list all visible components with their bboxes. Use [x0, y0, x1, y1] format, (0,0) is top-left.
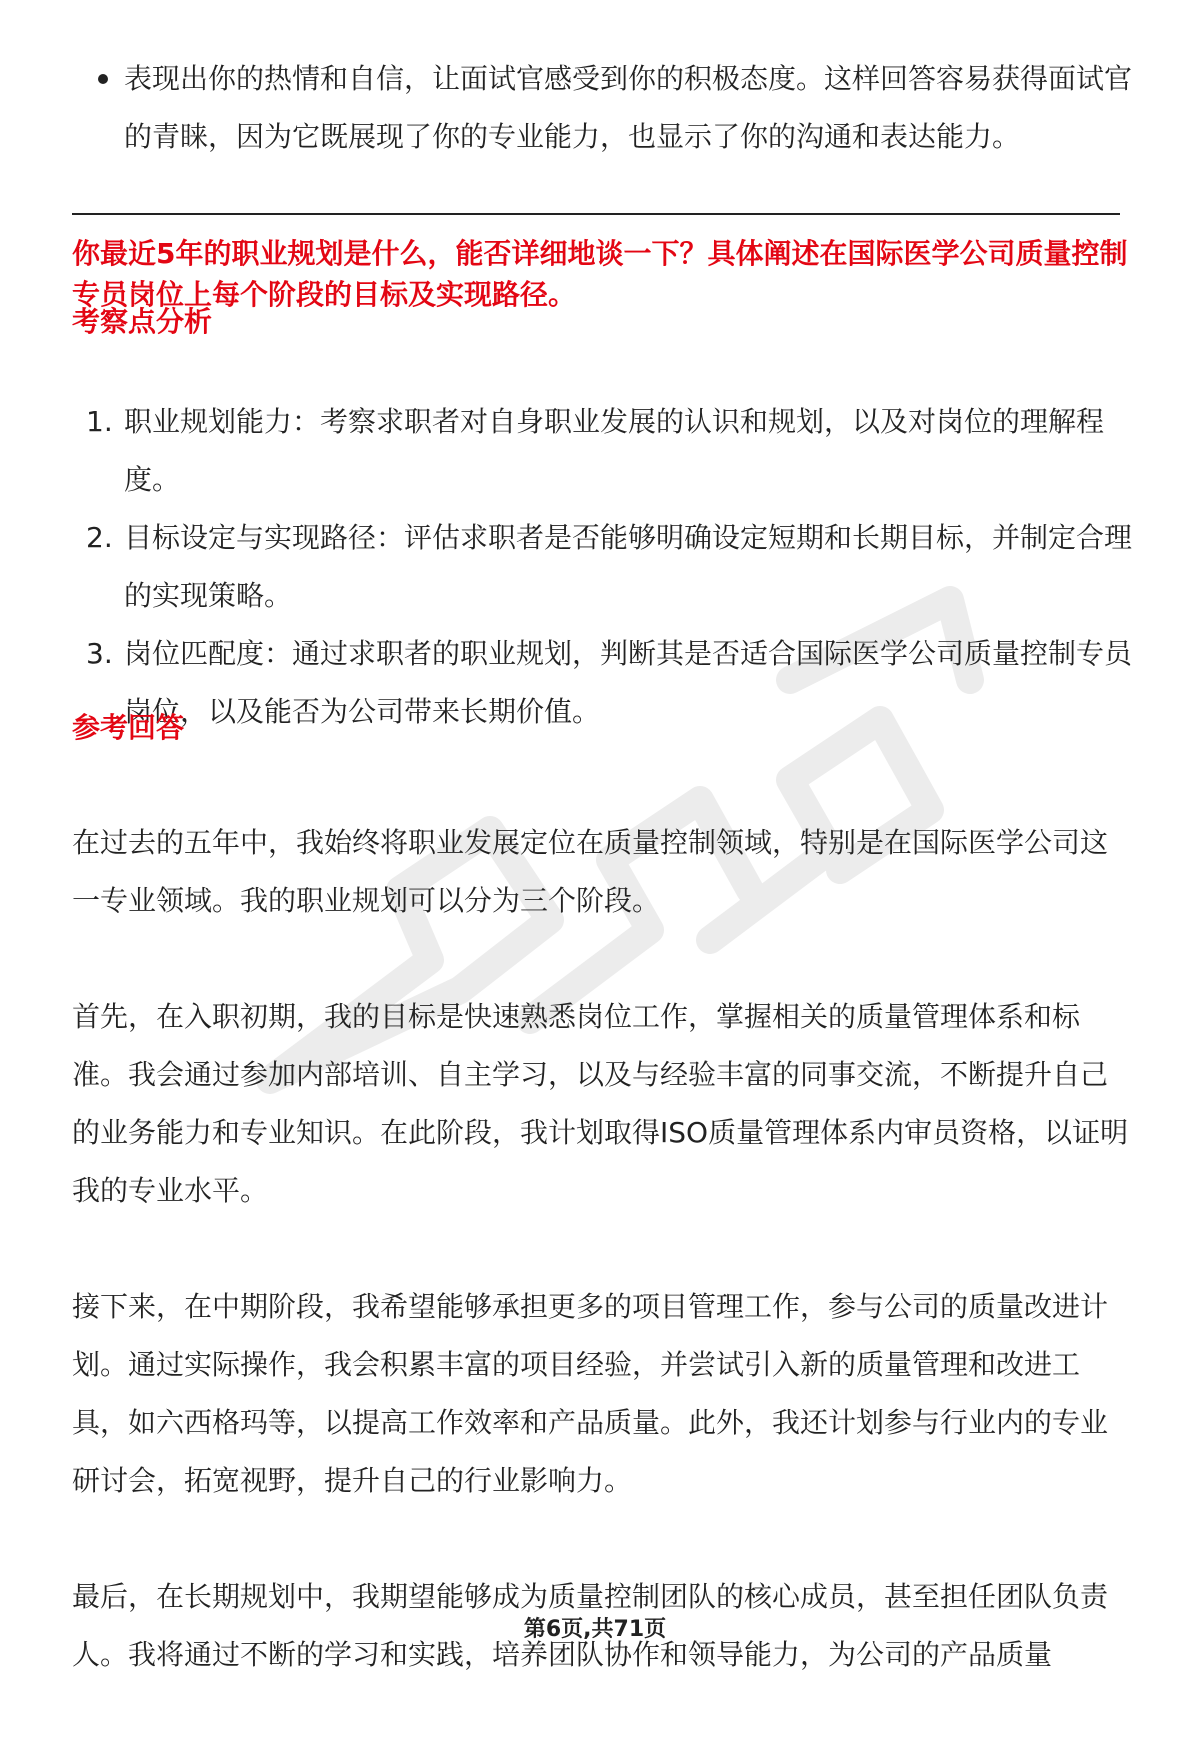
bullet-icon — [98, 74, 108, 84]
bullet-text: 表现出你的热情和自信，让面试官感受到你的积极态度。这样回答容易获得面试官的青睐，因为它既展现了你的专业能力，也显示了你的沟通和表达能力。 — [124, 62, 1133, 153]
list-item — [72, 50, 1132, 166]
list-text: 目标设定与实现路径：评估求职者是否能够明确设定短期和长期目标，并制定合理的实现策略。 — [124, 521, 1133, 612]
analysis-heading: 考察点分析 — [72, 305, 213, 338]
answer-paragraph: 首先，在入职初期，我的目标是快速熟悉岗位工作，掌握相关的质量管理体系和标准。我会通过参加内部培训、自主学习，以及与经验丰富的同事交流，不断提升自己的业务能力和专业知识。在此阶段，我计划取得ISO质量管理体系内审员资格，以证明我的专业水平。 — [72, 1000, 1129, 1207]
analysis-list — [72, 393, 1132, 741]
list-item — [72, 509, 1132, 625]
answer-body — [72, 814, 1132, 1742]
section-divider — [72, 213, 1120, 215]
list-text: 岗位匹配度：通过求职者的职业规划，判断其是否适合国际医学公司质量控制专员岗位，以及能否为公司带来长期价值。 — [124, 637, 1133, 728]
answer-paragraph: 在过去的五年中，我始终将职业发展定位在质量控制领域，特别是在国际医学公司这一专业领域。我的职业规划可以分为三个阶段。 — [72, 826, 1109, 917]
list-text: 职业规划能力：考察求职者对自身职业发展的认识和规划，以及对岗位的理解程度。 — [124, 405, 1105, 496]
list-item — [72, 625, 1132, 741]
list-number: 1. — [86, 405, 113, 438]
list-number: 2. — [86, 521, 113, 554]
answer-paragraph: 最后，在长期规划中，我期望能够成为质量控制团队的核心成员，甚至担任团队负责人。我将通过不断的学习和实践，培养团队协作和领导能力，为公司的产品质量 — [72, 1580, 1109, 1671]
list-number: 3. — [86, 637, 113, 670]
list-item — [72, 393, 1132, 509]
answer-heading: 参考回答 — [72, 711, 185, 744]
page-number: 第6页,共71页 — [523, 1617, 667, 1642]
bullet-list — [72, 50, 1132, 166]
question-title: 你最近5年的职业规划是什么，能否详细地谈一下？具体阐述在国际医学公司质量控制专员岗位上每个阶段的目标及实现路径。 — [72, 237, 1128, 311]
answer-paragraph: 接下来，在中期阶段，我希望能够承担更多的项目管理工作，参与公司的质量改进计划。通过实际操作，我会积累丰富的项目经验，并尝试引入新的质量管理和改进工具，如六西格玛等，以提高工作效率和产品质量。此外，我还计划参与行业内的专业研讨会，拓宽视野，提升自己的行业影响力。 — [72, 1290, 1109, 1497]
